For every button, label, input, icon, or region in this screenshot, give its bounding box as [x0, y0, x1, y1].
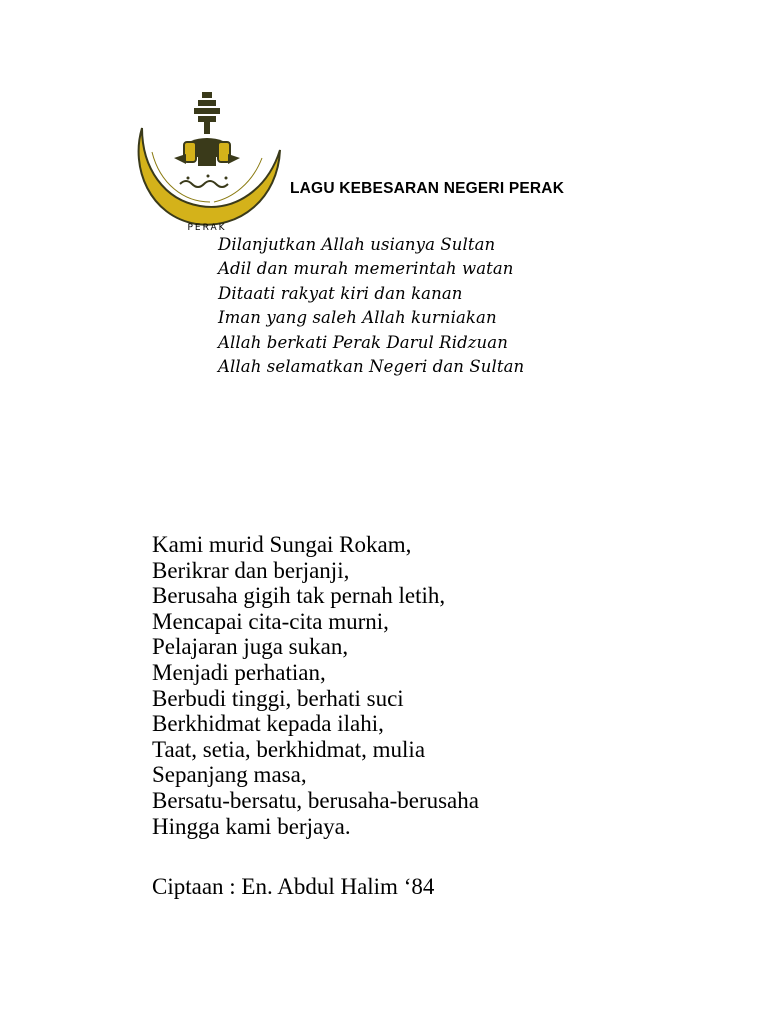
anthem-line: Iman yang saleh Allah kurniakan — [218, 308, 497, 328]
song-line: Berikrar dan berjanji, — [152, 557, 350, 583]
anthem-line: Ditaati rakyat kiri dan kanan — [218, 283, 463, 303]
anthem-line: Allah berkati Perak Darul Ridzuan — [218, 332, 508, 352]
composer-credit: Ciptaan : En. Abdul Halim ‘84 — [152, 874, 435, 899]
song-line: Kami murid Sungai Rokam, — [152, 532, 412, 557]
song-line: Taat, setia, berkhidmat, mulia — [152, 736, 426, 762]
song-line: Menjadi perhatian, — [152, 659, 326, 685]
anthem-lyrics — [218, 233, 524, 379]
anthem-title: LAGU KEBESARAN NEGERI PERAK — [290, 180, 565, 197]
song-line: Berbudi tinggi, berhati suci — [152, 685, 404, 711]
anthem-line: Dilanjutkan Allah usianya Sultan — [218, 235, 496, 254]
school-song-lyrics — [152, 532, 479, 839]
song-line: Hingga kami berjaya. — [152, 813, 351, 839]
song-line: Berkhidmat kepada ilahi, — [152, 711, 384, 737]
crest-label: PERAK — [187, 223, 227, 233]
anthem-line: Allah selamatkan Negeri dan Sultan — [218, 357, 525, 377]
song-line: Mencapai cita-cita murni, — [152, 608, 389, 634]
perak-crest-logo — [128, 88, 286, 234]
song-line: Pelajaran juga sukan, — [152, 634, 349, 660]
song-line: Berusaha gigih tak pernah letih, — [152, 583, 446, 609]
song-line: Bersatu-bersatu, berusaha-berusaha — [152, 787, 479, 813]
song-line: Sepanjang masa, — [152, 762, 307, 788]
anthem-line: Adil dan murah memerintah watan — [218, 259, 514, 279]
